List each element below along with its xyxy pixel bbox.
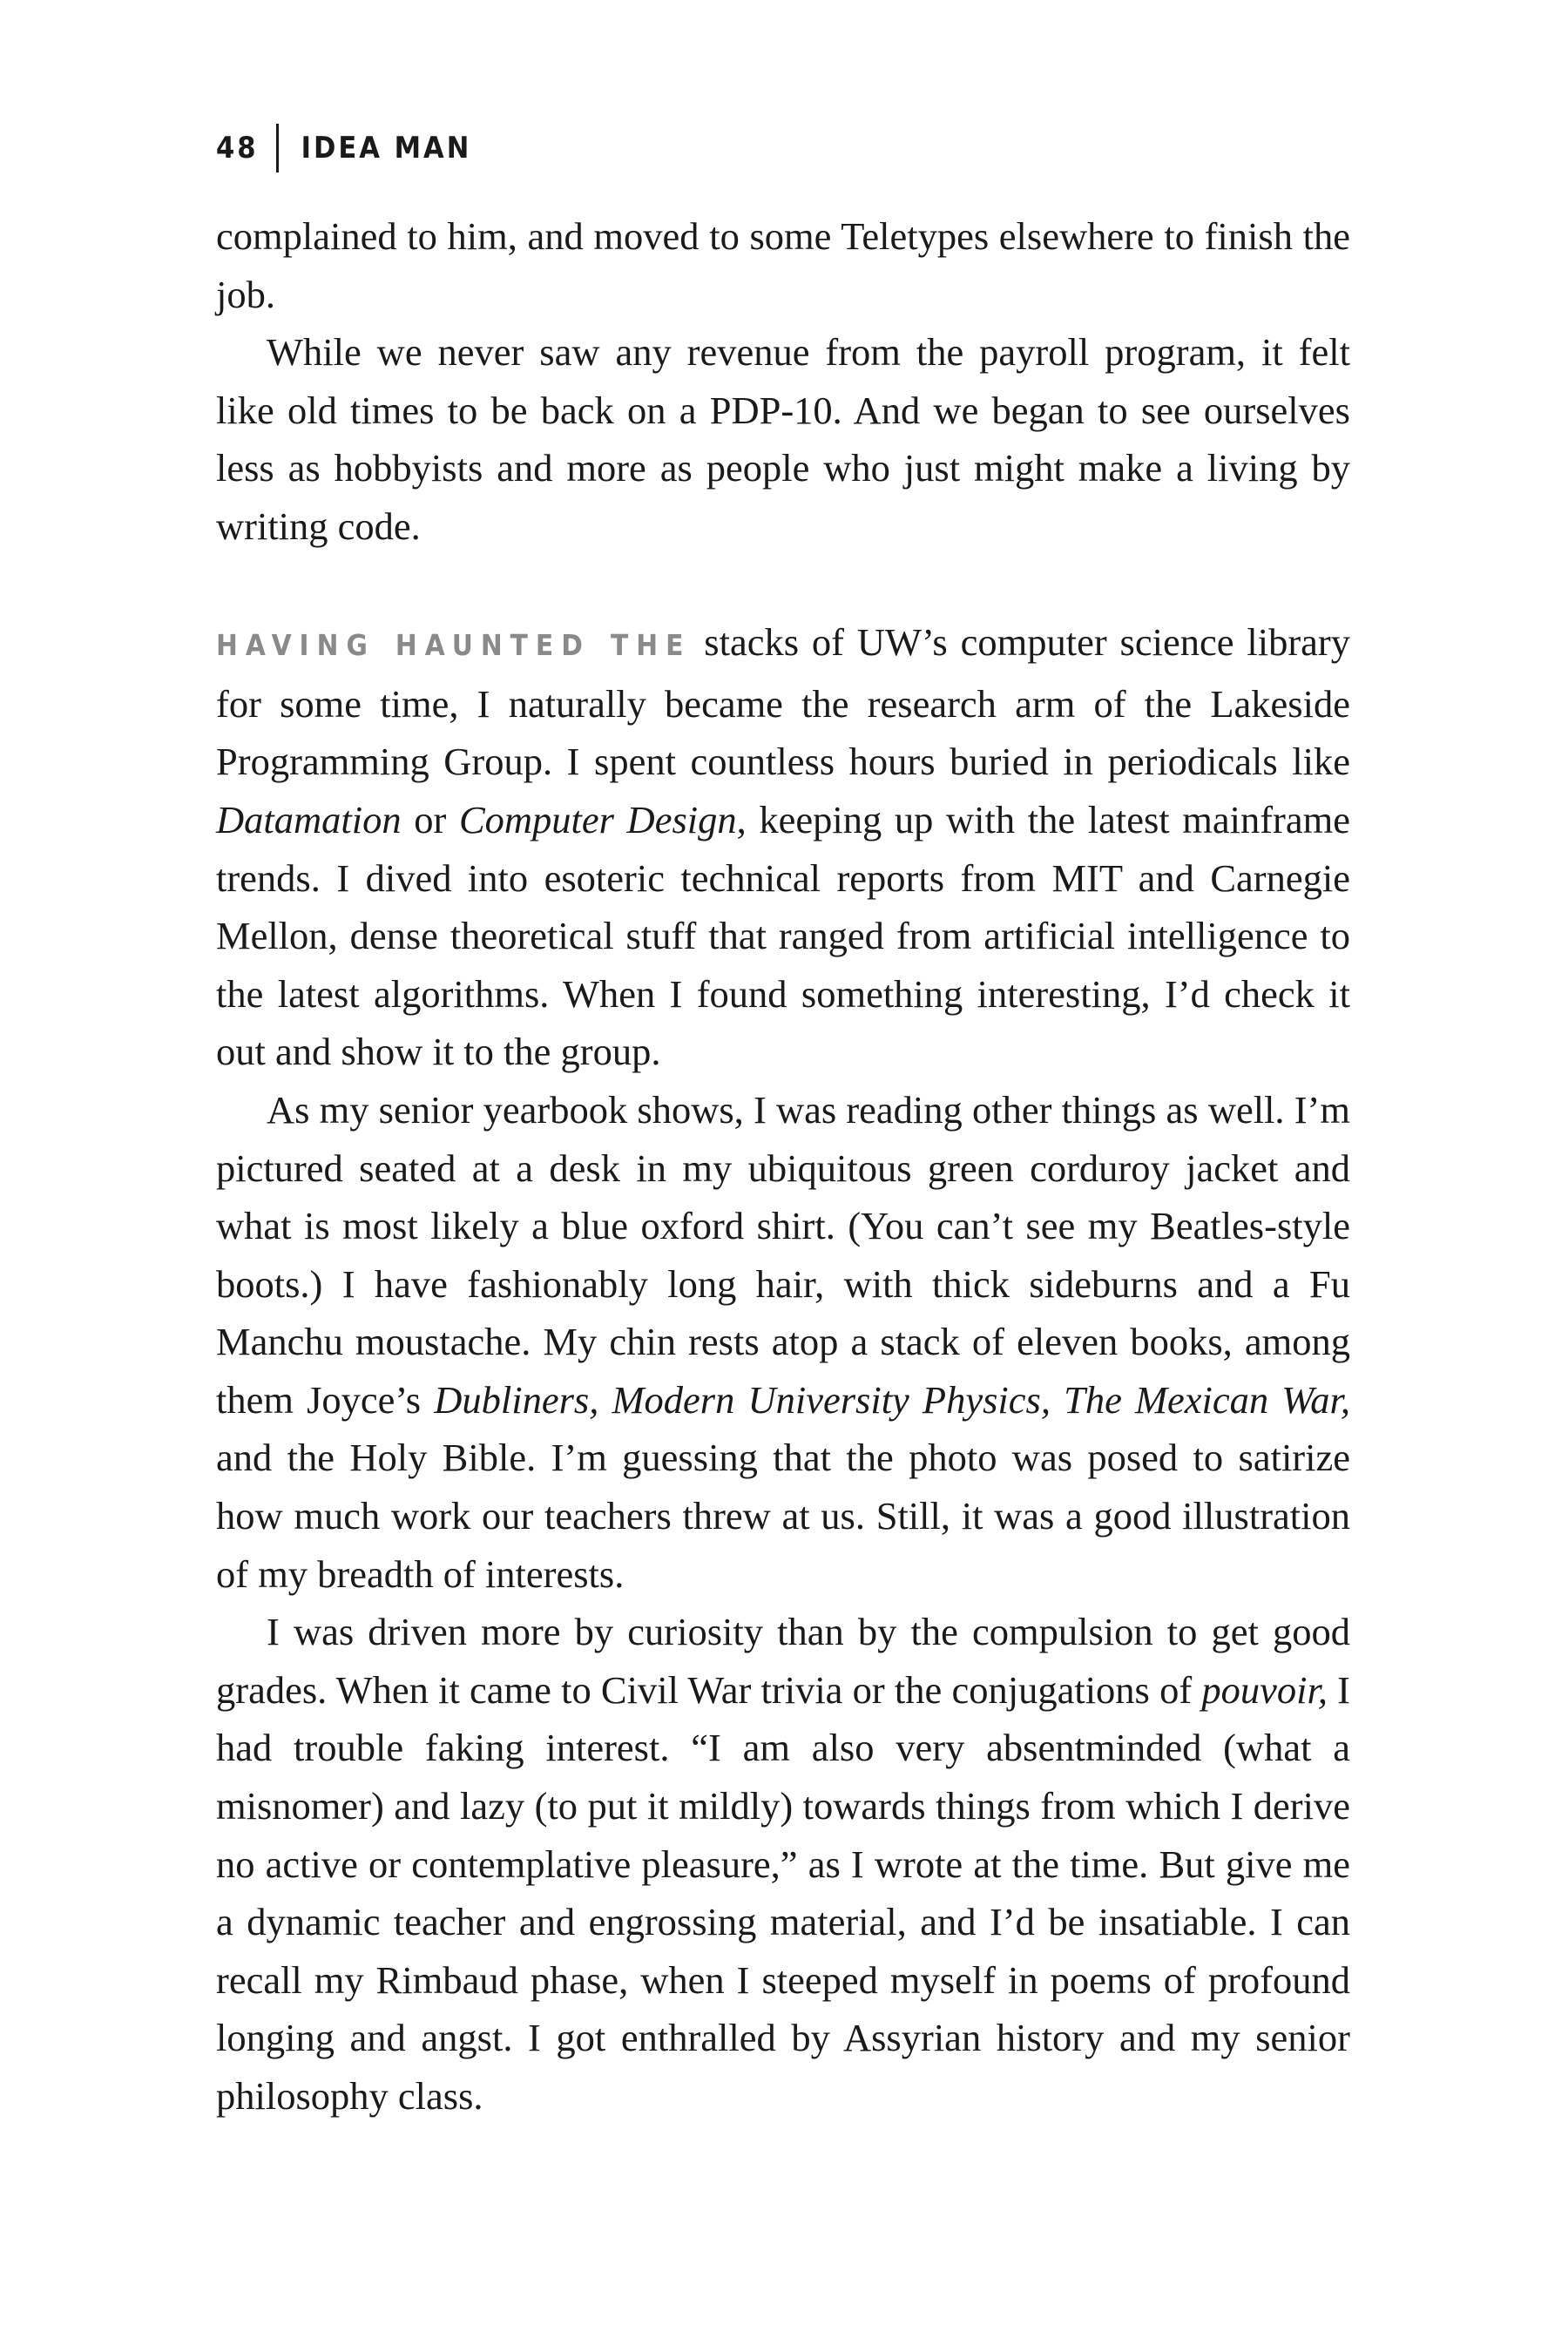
paragraph-continuation (216, 207, 1350, 323)
foreign-word: pouvoir, (1201, 1667, 1328, 1712)
paragraph-text: complained to him, and moved to some Teletypes elsewhere to finish the job. (216, 214, 1350, 316)
periodical-title: Computer Design (458, 797, 737, 841)
paragraph-text: I was driven more by curiosity than by the compulsion to get good grades. When it came to Civil War trivia or the conjugations of (216, 1610, 1350, 1712)
section-lead-in: HAVING HAUNTED THE (216, 628, 692, 663)
book-title: IDEA MAN (301, 131, 472, 166)
running-head-divider (276, 124, 279, 172)
paragraph-text: While we never saw any revenue from the payroll program, it felt like old times to be back on a PDP-10. And we began to see ourselves less as hobbyists and more as people who just might make a living by writing code. (216, 330, 1350, 548)
paragraph-text: I had trouble faking interest. “I am also very absentminded (what a misnomer) and lazy (to put it mildly) towards things from which I derive no active or contemplative pleasure,” as I wrote at the time. But give me a dynamic teacher and engrossing material, and I’d be insatiable. I can recall my Rimbaud phase, when I steeped myself in poems of profound longing and angst. I got enthralled by Assyrian history and my senior philosophy class. (216, 1667, 1350, 2118)
paragraph-curiosity (216, 1603, 1350, 2125)
running-head (216, 124, 471, 172)
body-text (216, 207, 1350, 2126)
paragraph-text: As my senior yearbook shows, I was reading other things as well. I’m pictured seated at a desk in my ubiquitous green corduroy jacket and what is most likely a blue oxford shirt. (You can’t see my Beatles-style boots.) I have fashionably long hair, with thick sideburns and a Fu Manchu moustache. My chin rests atop a stack of eleven books, among them Joyce’s (216, 1087, 1350, 1422)
paragraph-research (216, 613, 1350, 1081)
paragraph-text: , keeping up with the latest mainframe trends. I dived into esoteric technical reports from MIT and Carnegie Mellon, dense theoretical stuff that ranged from artificial intelligence to the latest algorithms. When I found something interesting, I’d check it out and show it to the group. (216, 797, 1350, 1074)
book-titles: Dubliners, Modern University Physics, The Mexican War, (434, 1377, 1350, 1422)
paragraph-text: stacks of UW’s computer science library for some time, I naturally became the research arm of the Lakeside Programming Group. I spent countless hours buried in periodicals like (216, 620, 1350, 784)
paragraph-text: or (401, 797, 459, 841)
page-number: 48 (216, 131, 259, 166)
paragraph-yearbook (216, 1081, 1350, 1603)
paragraph-text: and the Holy Bible. I’m guessing that the photo was posed to satirize how much work our teachers threw at us. Still, it was a good illustration of my breadth of interests. (216, 1436, 1350, 1596)
paragraph-payroll (216, 323, 1350, 555)
periodical-title: Datamation (216, 797, 402, 841)
